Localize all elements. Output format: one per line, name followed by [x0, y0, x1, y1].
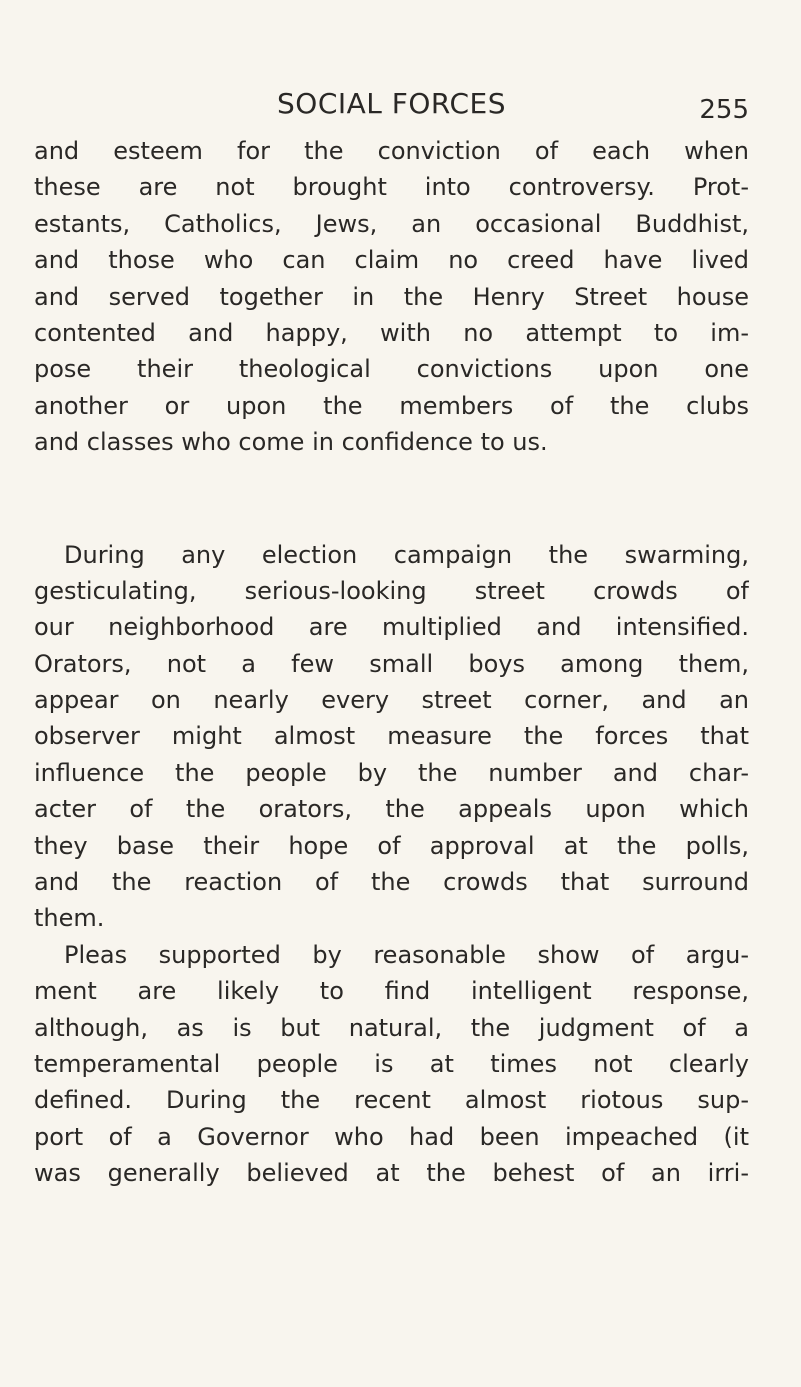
text-line: and those who can claim no creed have lived	[34, 246, 749, 275]
text-line: although, as is but natural, the judgment of a	[34, 1013, 749, 1042]
text-line: and the reaction of the crowds that surround	[34, 868, 749, 897]
text-line: these are not brought into controversy. Prot-	[34, 173, 749, 202]
text-line: Orators, not a few small boys among them,	[34, 649, 749, 678]
text-line: ment are likely to find intelligent response,	[34, 977, 749, 1006]
text-line: influence the people by the number and char-	[34, 758, 749, 787]
text-line: estants, Catholics, Jews, an occasional Buddhist,	[34, 209, 749, 238]
text-line: contented and happy, with no attempt to im-	[34, 318, 749, 347]
text-line: them.	[34, 904, 105, 933]
text-line: temperamental people is at times not clearly	[34, 1049, 749, 1078]
text-line: and served together in the Henry Street house	[34, 282, 749, 311]
text-line: another or upon the members of the clubs	[34, 391, 749, 420]
text-line: observer might almost measure the forces that	[34, 722, 749, 751]
body-text	[34, 133, 749, 1192]
text-line: acter of the orators, the appeals upon which	[34, 795, 749, 824]
section-break	[34, 461, 749, 537]
text-line: During any election campaign the swarming,	[64, 540, 749, 569]
text-line: and esteem for the conviction of each when	[34, 137, 749, 165]
text-line: and classes who come in confidence to us.	[34, 428, 548, 457]
text-line: defined. During the recent almost riotous sup-	[34, 1086, 749, 1115]
running-head	[34, 84, 749, 124]
text-line: gesticulating, serious-looking street crowds of	[34, 576, 749, 605]
running-title: SOCIAL FORCES	[277, 87, 506, 120]
paragraph-1	[34, 133, 749, 461]
text-line: they base their hope of approval at the polls,	[34, 831, 749, 860]
page-number: 255	[699, 95, 749, 125]
text-line: appear on nearly every street corner, and an	[34, 686, 749, 715]
text-line: port of a Governor who had been impeached (it	[34, 1122, 749, 1151]
text-line: was generally believed at the behest of an irri-	[34, 1159, 749, 1188]
text-line: Pleas supported by reasonable show of argu-	[64, 940, 749, 969]
text-line: pose their theological convictions upon one	[34, 355, 749, 384]
text-line: our neighborhood are multiplied and intensified.	[34, 613, 749, 642]
paragraph-2	[34, 537, 749, 937]
paragraph-3	[34, 937, 749, 1192]
